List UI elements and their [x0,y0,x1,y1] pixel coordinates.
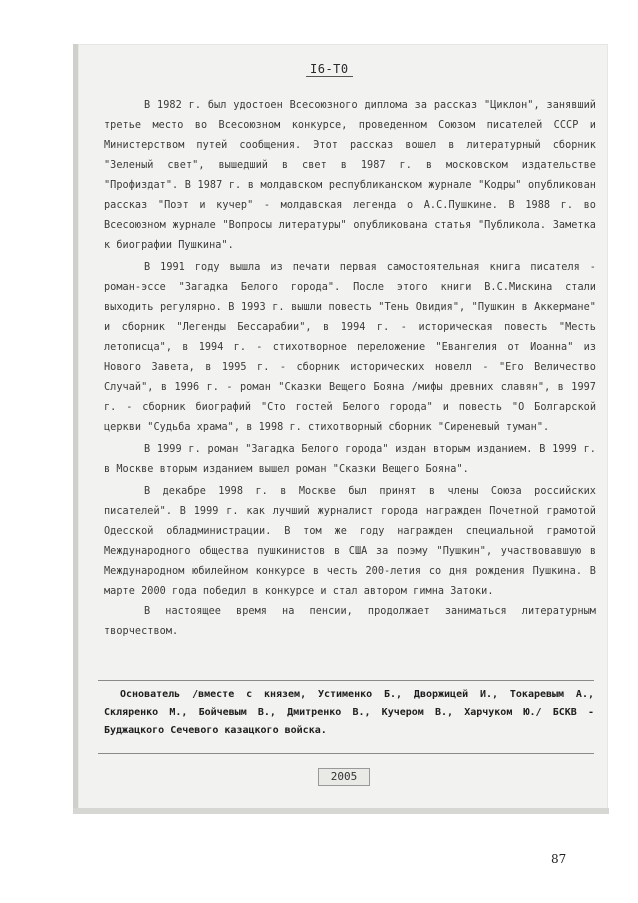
document-id-label: I6-T0 [310,62,349,76]
founder-note: Основатель /вместе с князем, Устименко Б., Дворжицей И., Токаревым А., Скляренко М., Бойчевым В., Дмитренко В., Кучером В., Харчуком Ю./ БСКВ - Буджацкого Сечевого казацкого войска. [104,689,594,736]
page-number: 87 [551,852,567,866]
paragraph-retirement: В настоящее время на пенсии, продолжает заниматься литературным творчеством. [104,606,596,637]
biography-text [104,96,596,642]
paragraph-editions-1999: В 1999 г. роман "Загадка Белого города" издан вторым изданием. В 1999 г. в Москве вторым изданием вышел роман "Сказки Вещего Бояна". [104,444,596,475]
year-stamp: 2005 [318,768,370,786]
paragraph-books-1991: В 1991 году вышла из печати первая самостоятельная книга писателя - роман-эссе "Загадка Белого города". После этого книги В.С.Мискина стали выходить регулярно. В 1993 г. вышли повесть "Тень Овидия", "Пушкин в Аккермане" и сборник "Легенды Бессарабии", в 1994 г. - историческая повесть "Месть летописца", в 1994 г. - стихотворное переложение "Евангелия от Иоанна" из Нового Завета, в 1995 г. - сборник исторических новелл - "Его Величество Случай", в 1996 г. - роман "Сказки Вещего Бояна /мифы древних славян", в 1997 г. - сборник биографий "Сто гостей Белого города" и повесть "О Болгарской церкви "Судьба храма", в 1998 г. стихотворный сборник "Сиреневый туман". [104,262,596,433]
paragraph-membership-1998: В декабре 1998 г. в Москве был принят в члены Союза российских писателей". В 1999 г. как лучший журналист города награжден Почетной грамотой Одесской обладминистрации. В том же году награжден специальной грамотой Международного общества пушкинистов в США за поэму "Пушкин", участвовавшую в Международном юбилейном конкурсе в честь 200-летия со дня рождения Пушкина. В марте 2000 года победил в конкурсе и стал автором гимна Затоки. [104,486,596,597]
scan-bottom-edge [73,808,609,814]
paragraph-awards-1982: В 1982 г. был удостоен Всесоюзного диплома за рассказ "Циклон", занявший третье место во Всесоюзном конкурсе, проведенном Союзом писателей СССР и Министерством путей сообщения. Этот рассказ вошел в литературный сборник "Зеленый свет", вышедший в свет в 1987 г. в московском издательстве "Профиздат". В 1987 г. в молдавском республиканском журнале "Кодры" опубликован рассказ "Поэт и кучер" - молдавская легенда о А.С.Пушкине. В 1988 г. во Всесоюзном журнале "Вопросы литературы" опубликована статья "Публикола. Заметка к биографии Пушкина". [104,100,596,251]
